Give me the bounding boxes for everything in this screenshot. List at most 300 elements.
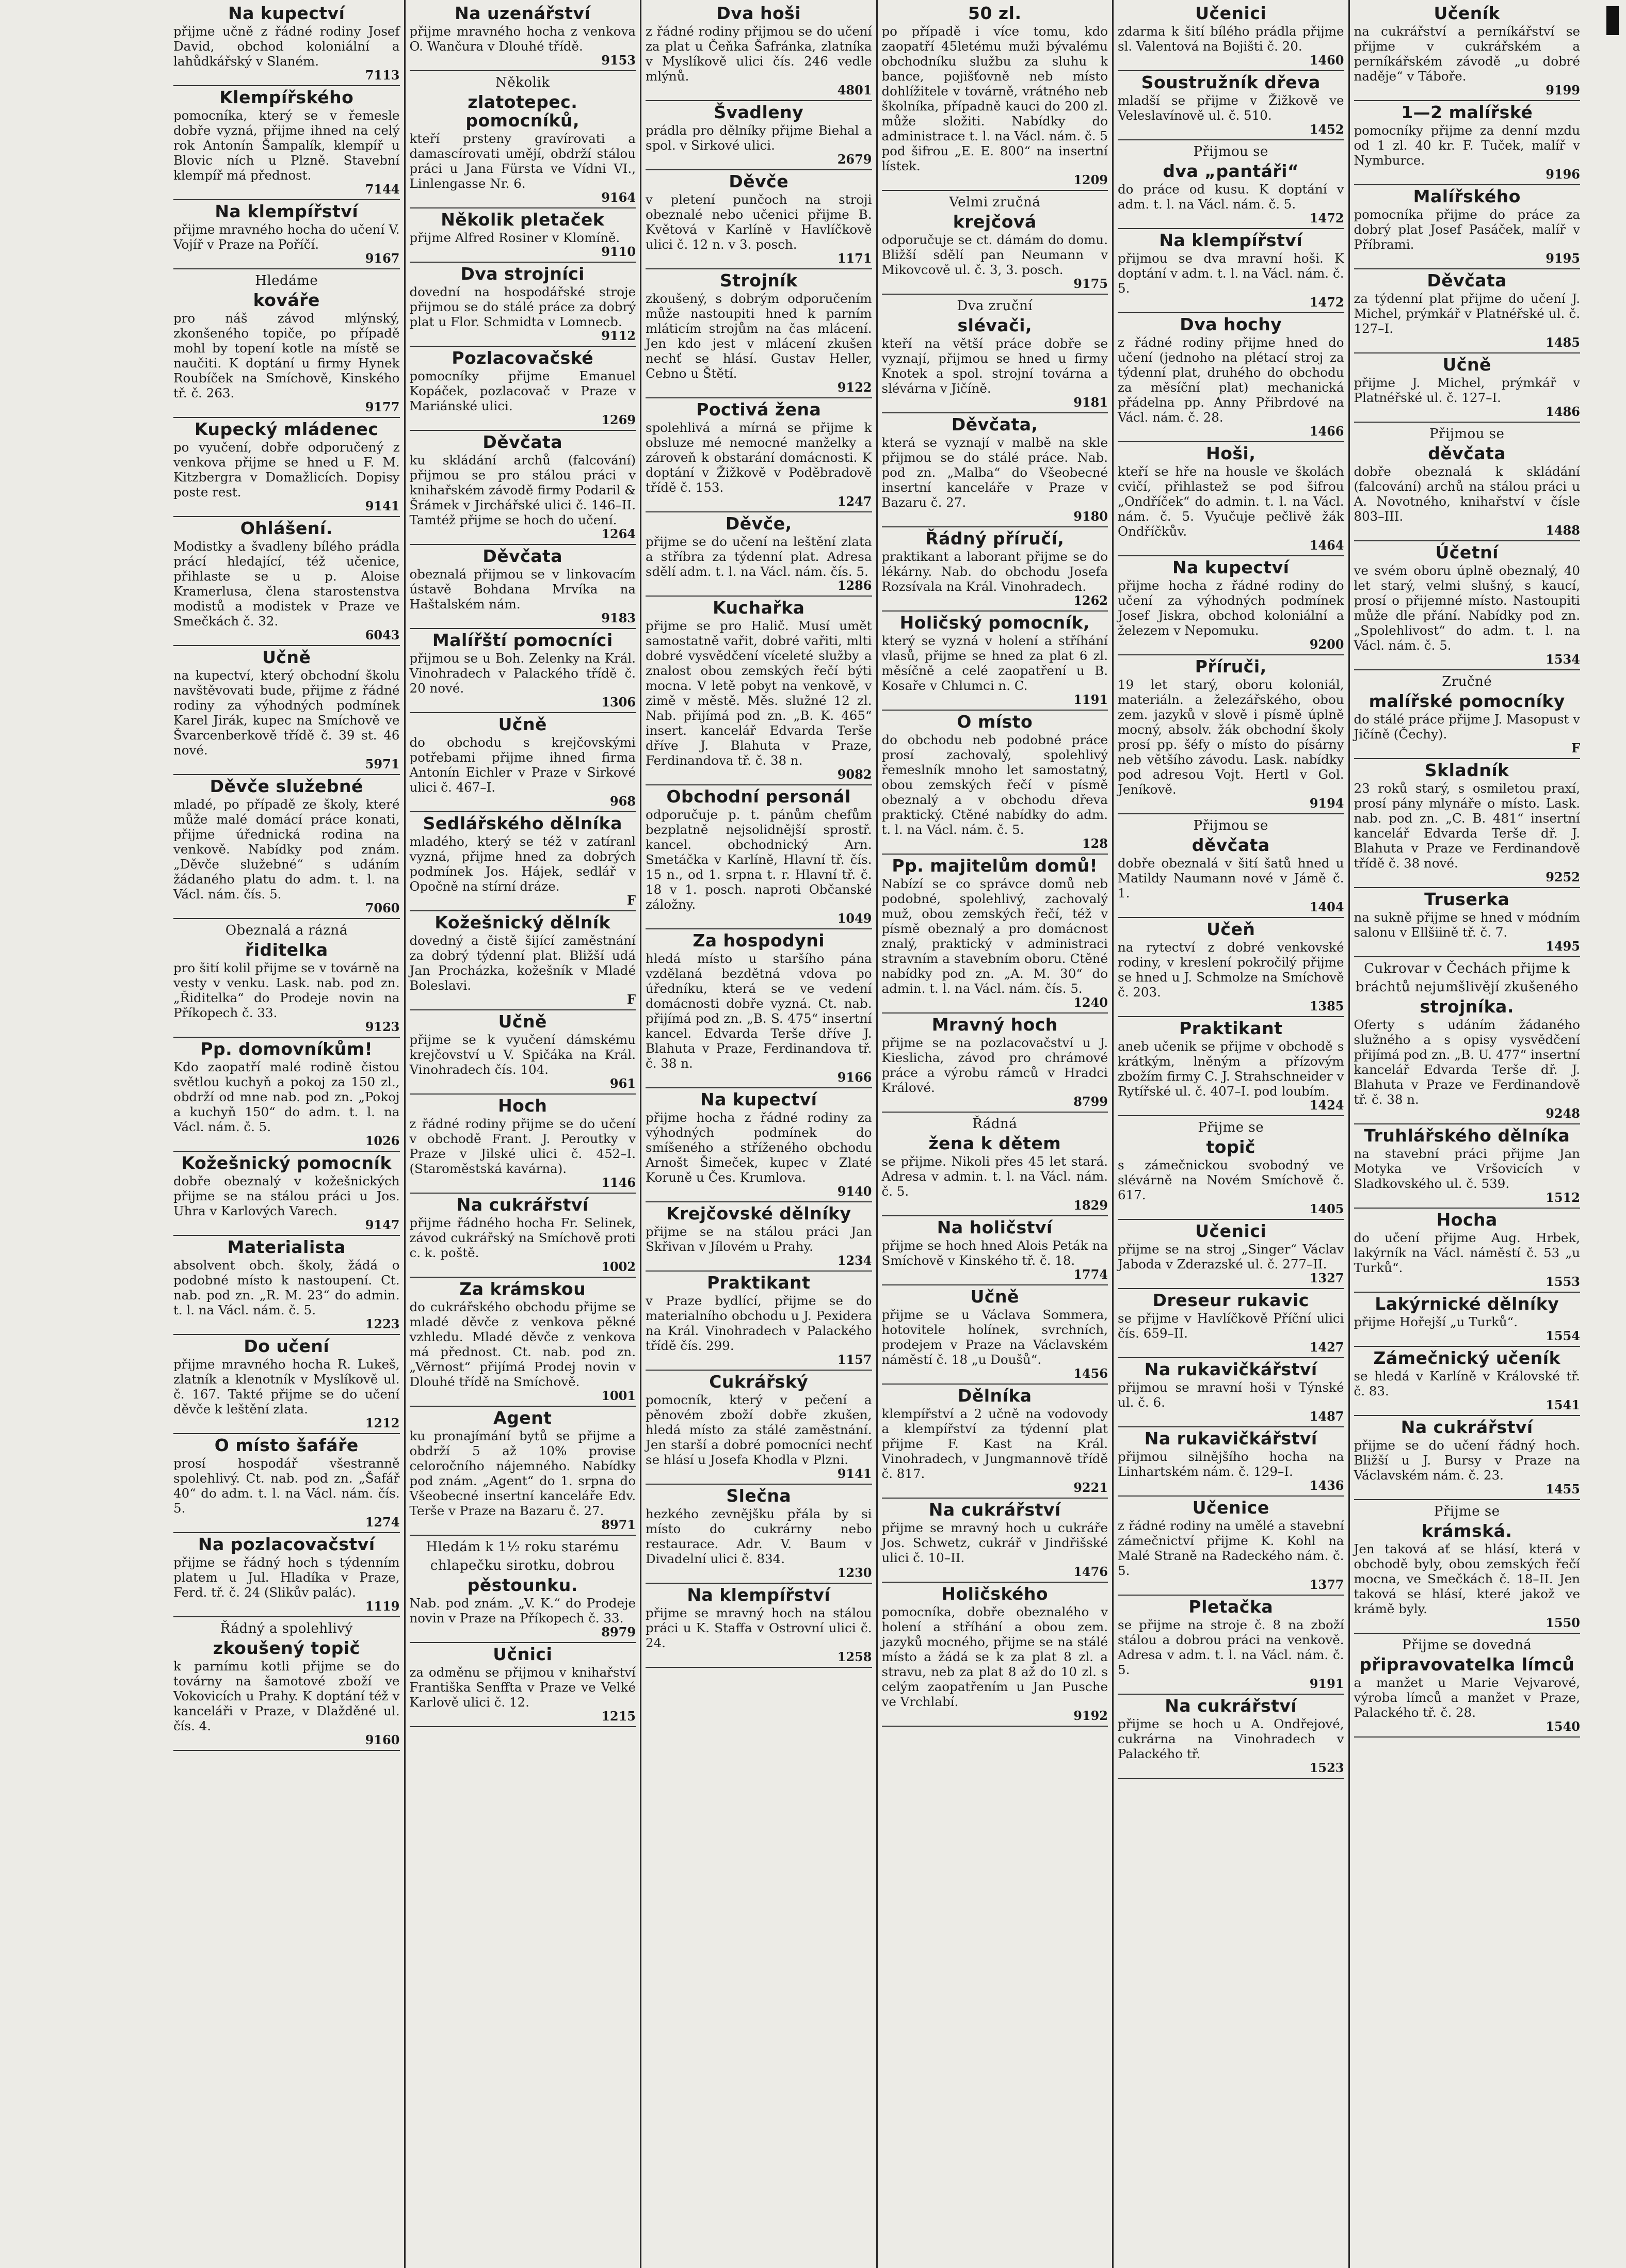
classified-ad [882,192,1108,295]
ad-heading: Na rukavičkářství [1144,1428,1317,1449]
ad-text: do obchodu neb podobné práce prosí zachovalý, spolehlivý řemeslník mnoho let samostatný, obou zemských řečí v písmě obeznalý a v obchodu dřeva praktický. Ctěné nabídky do adm. t. l. na Václ. nám. č. 5. [881,732,1108,837]
ad-code: 9153 [601,53,636,68]
ad-text: přijmou se mravní hoši v Týnské ul. č. 6. [1118,1380,1344,1410]
ad-text: z řádné rodiny přijme se do učení v obchodě Frant. J. Peroutky v Praze v Jilské ulici č. 452–I. (Staroměstská kavárna). [409,1116,636,1176]
ad-text: spolehlivá a mírná se přijme k obsluze mé nemocné manželky a zároveň k obstarání domácnosti. K doptání v Žižkově v Poděbradově třídě č. 153. [646,420,872,495]
ad-text: na kupectví, který obchodní školu navštěvovati bude, přijme z řádné rodiny za výhodných podmínek Karel Jirák, kupec na Smíchově ve Švarcenberkově třídě č. 39 st. 46 nové. [173,668,400,758]
ad-text: do učení přijme Aug. Hrbek, lakýrník na Václ. náměstí č. 53 „u Turků“. [1354,1230,1580,1275]
ad-code: 1247 [837,494,872,509]
ad-code: 1774 [1073,1267,1108,1282]
ad-heading: malířské pomocníky [1369,691,1565,711]
ad-code: 1171 [837,251,872,266]
ad-text: v pletení punčoch na stroji obeznalé nebo učenici přijme B. Květová v Karlíně v Havlíčkově ulici č. 12 n. v 3. posch. [646,192,872,252]
classified-ad [410,1011,636,1095]
ad-code: 9110 [601,244,636,259]
classified-ad [173,87,400,200]
ad-heading: Děvčata [1427,270,1507,291]
ad-text: praktikant a laborant přijme se do lékárny. Nab. do obchodu Josefa Rozsívala na Král. Vinohradech. [881,549,1108,594]
ad-heading: Holičského [941,1584,1049,1604]
ad-code: 1512 [1545,1190,1580,1205]
classified-ad [1118,72,1344,140]
ad-heading: Za krámskou [459,1279,586,1299]
ad-code: 1436 [1309,1478,1344,1493]
ad-code: 1306 [601,695,636,710]
classified-ad [646,171,872,269]
classified-ad [646,1273,872,1371]
column-3 [640,0,876,2268]
classified-ad [173,647,400,775]
ad-heading: dva „pantáři“ [1163,161,1299,181]
ad-text: na rytectví z dobré venkovské rodiny, v kreslení pokročilý přijme se hned u J. Schmolze na Smíchově č. 203. [1118,940,1344,1000]
ad-heading: Ohlášení. [240,518,333,538]
ad-code: 968 [609,794,636,809]
classified-ad [173,1237,400,1335]
ad-code: 1258 [837,1649,872,1664]
ad-code: 1466 [1309,424,1344,439]
classified-ad [173,3,400,86]
ad-code: 9122 [837,380,872,395]
ad-prefix: Zručné [1442,674,1492,689]
ad-code: 1427 [1309,1340,1344,1355]
ad-code: 1464 [1309,538,1344,553]
classified-ad [1354,3,1581,101]
ad-code: 1460 [1309,53,1344,68]
classified-ad [173,1336,400,1434]
ad-text: aneb učenik se přijme v obchodě s krátkým, lněným a přízovým zbožím firmy C. J. Strahschneider v Rytířské ul. č. 407–I. pod loubím. [1118,1039,1344,1099]
ad-code: 9166 [837,1070,872,1085]
ad-text: na cukrářství a perníkářství se přijme v cukrářském a perníkářském závodě „u dobré naděje“ v Táboře. [1354,24,1580,84]
classified-ad [1118,141,1344,229]
ad-code: 1486 [1545,404,1580,419]
ad-code: 7060 [365,900,400,915]
ad-text: Modistky a švadleny bílého prádla prácí hledající, též učenice, přihlaste se u p. Aloise Kramerlusa, člena starostenstva modistů a modistek v Praze ve Smečkách č. 32. [173,539,400,629]
classified-ad [646,1486,872,1584]
ad-text: pro šití kolil přijme se v továrně na vesty v venku. Lask. nab. pod zn. „Řiditelka“ do Prodeje novin na Příkopech č. 33. [173,960,400,1020]
scan-edge-mark [1606,6,1619,35]
ad-code: 1385 [1309,999,1344,1014]
ad-heading: Kožešnický dělník [434,912,611,932]
ad-heading: Učně [498,1011,547,1032]
ad-heading: Na kupectví [700,1089,817,1109]
ad-text: přijme hocha z řádné rodiny za výhodných podmínek do smíšeného a stříženého obchodu Arnošt Šimeček, kupec v Zlaté Koruně u Čes. Krumlova. [646,1110,872,1185]
ad-prefix: Přijmou se [1193,818,1268,833]
ad-heading: Na cukrářství [1165,1696,1297,1716]
ad-code: 1212 [365,1416,400,1430]
ad-code: 9141 [365,498,400,513]
ad-code: 9177 [365,399,400,414]
ad-prefix: Dva zruční [957,298,1033,314]
classified-ad [410,546,636,629]
classified-ad [173,201,400,269]
classified-ad [1118,1696,1344,1779]
ad-heading: Na cukrářství [928,1500,1061,1520]
ad-heading: děvčata [1428,443,1506,463]
ad-text: kteří prsteny gravírovati a damascírovati umějí, obdrží stálou práci u Jana Fürsta ve Vídni VI., Linlengasse Nr. 6. [409,131,636,191]
classified-ad [646,513,872,597]
ad-text: přijme mravného hocha R. Lukeš, zlatník a klenotník v Myslíkově ul. č. 167. Takté přijme se do učení děvče k leštění zlata. [173,1357,400,1417]
ad-text: z řádné rodiny na umělé a stavební zámečnictví přijme K. Kohl na Malé Straně na Radeckého nám. č. 5. [1118,1518,1344,1578]
ad-heading: Děvčata [482,546,563,566]
classified-ad [1118,3,1344,71]
ad-text: zdarma k šití bílého prádla přijme sl. Valentová na Bojišti č. 20. [1118,24,1344,54]
ad-heading: pěstounku. [467,1575,578,1595]
ad-code: 1026 [365,1133,400,1148]
ad-heading: Pp. domovníkům! [200,1039,373,1059]
classified-ad [410,72,636,208]
classified-ad [1354,102,1581,185]
ad-text: Nab. pod znám. „V. K.“ do Prodeje novin v Praze na Příkopech č. 33. [409,1596,636,1626]
ad-text: kteří na větší práce dobře se vyznají, přijmou se hned u firmy Knotek a spol. strojní továrna a slévárna v Jičíně. [881,336,1108,396]
ad-text: Nabízí se co správce domů neb podobné, spolehlivý, zachovalý muž, obou zemských řečí, též v písmě obeznalý a pro domácnost znalý, praktický v administraci stravním a stavebním oboru. Ctěné nabídky pod zn. „A. M. 30“ do admin. t. l. na Václ. nám. čís. 5. [881,876,1108,996]
ad-text: 23 roků starý, s osmiletou praxí, prosí pány mlynáře o místo. Lask. nab. pod zn. „C. B. 481“ insertní kancelář Edvarda Terše dř. J. Blahuta v Praze ve Ferdinandově třídě č. 38 nové. [1354,781,1580,871]
ad-text: přijme se k vyučení dámskému krejčovství u V. Spičáka na Král. Vinohradech čís. 104. [409,1032,636,1077]
ad-prefix: Hledáme [255,273,318,288]
ad-heading: Pozlacovačské [452,348,594,368]
classified-ad [646,1372,872,1485]
ad-code: 8979 [601,1624,636,1639]
ad-code: 1495 [1545,939,1580,954]
ad-heading: Kožešnický pomocník [181,1153,392,1173]
classified-ad [882,1584,1108,1727]
ad-code: 1327 [1309,1270,1344,1285]
ad-prefix: Hledám k 1½ roku starému chlapečku sirotku, dobrou [426,1539,620,1573]
ad-text: přijme se řádný hoch s týdenním platem u Jul. Hladíka v Praze, Ferd. tř. č. 24 (Slikův palác). [173,1555,400,1600]
classified-ad [1118,1428,1344,1497]
classified-ad [410,630,636,713]
ad-text: a manžet u Marie Vejvarové, výroba límců a manžet v Praze, Palackého tř. č. 28. [1354,1675,1580,1720]
column-2 [404,0,640,2268]
ad-text: mladého, který se též v zatíranl vyzná, přijme hned za dobrých podmínek Jos. Hájek, sedlář v Opočně na stírní dráze. [409,834,636,894]
ad-code: 1523 [1309,1760,1344,1775]
classified-ad [173,1534,400,1617]
ad-heading: Účetní [1435,542,1499,562]
ad-heading: Učenici [1195,3,1267,23]
ad-heading: Na kupectví [228,3,345,23]
classified-ad [882,3,1108,191]
ad-text: se přijme. Nikoli přes 45 let stará. Adresa v admin. t. l. na Václ. nám. č. 5. [881,1154,1108,1199]
classified-ad [1118,557,1344,655]
classified-ad [882,528,1108,612]
ad-code: 1157 [837,1352,872,1367]
ad-text: prosí hospodář všestranně spolehlivý. Ct. nab. pod zn. „Šafář 40“ do adm. t. l. na Václ. nám. čís. 5. [173,1456,400,1516]
ad-heading: Strojník [719,270,798,291]
ad-heading: Hoši, [1206,443,1256,463]
ad-heading: krámská. [1422,1521,1512,1541]
ad-text: v Praze bydlící, přijme se do materialního obchodu u J. Pexidera na Král. Vinohradech v Palackého třídě čís. 299. [646,1293,872,1353]
ad-code: 1534 [1545,652,1580,667]
ad-prefix: Přijme se dovedná [1402,1637,1532,1653]
ad-text: za odměnu se přijmou v knihařství Františka Senffta v Praze ve Velké Karlově ulici č. 12. [409,1665,636,1710]
ad-text: pomocníka, který se v řemesle dobře vyzná, přijme ihned na celý rok Antonín Šampalík, klempíř u Blovic ních u Plzně. Stavební klempíř má přednost. [173,108,400,183]
ad-heading: krejčová [953,212,1037,232]
ad-heading: zlatotepec. pomocníků, [465,92,580,131]
ad-code: 1049 [837,911,872,926]
ad-text: se přijme v Havlíčkově Příční ulici čís. 659–II. [1118,1311,1344,1341]
ad-heading: Sedlářského dělníka [423,813,622,833]
classified-ad [173,518,400,646]
ad-text: pro náš závod mlýnský, zkonšeného topiče, po případě mohl by topení kotle na místě se naučiti. K doptání u firmy Hynek Roubíček na Smíchově, Kinského tř. č. 263. [173,311,400,400]
ad-code: 9112 [601,328,636,343]
classified-ad [646,1585,872,1668]
ad-heading: O místo šafáře [214,1435,359,1455]
ad-code: 9175 [1073,276,1108,291]
ad-heading: strojníka. [1420,996,1514,1017]
ad-text: s zámečnickou svobodný ve slévárně na Novém Smíchově č. 617. [1118,1157,1344,1202]
ad-heading: Děvčata [482,432,563,452]
ad-code: 1215 [601,1709,636,1724]
ad-text: která se vyznají v malbě na skle přijmou se do stálé práce. Nab. pod zn. „Malba“ do Všeobecné insertní kanceláře v Praze v Bazaru č. 27. [881,435,1108,510]
classified-ad [1118,314,1344,442]
ad-code: 9082 [837,767,872,782]
ad-text: přijme se pro Halič. Musí umět samostatně vařit, dobré vařiti, mlti dobré vysvědčení víceleté služby a znalost obou zemských řečí býti mocna. V letě pobyt na venkově, v zimě v městě. Měs. služné 12 zl. Nab. přijímá pod zn. „B. K. 465“ insert. kancelář Edvarda Terše dříve J. Blahuta v Praze, Ferdinandova tř. č. 38 n. [646,618,872,768]
classified-ad [1354,1417,1581,1500]
ad-code: 9192 [1073,1708,1108,1723]
ad-code: 9123 [365,1019,400,1034]
ad-text: do cukrářského obchodu přijme se mladé děvče z venkova pěkné vzhledu. Mladé děvče z venkova má přednost. Ct. nab. pod zn. „Věrnost“ přijímá Prodej novin v Dlouhé třídě na Smíchově. [409,1299,636,1389]
ad-text: přijme se mravný hoch u cukráře Jos. Schwetz, cukrář v Jindřišské ulici č. 10–II. [881,1520,1108,1565]
classified-ad [646,786,872,929]
ad-heading: Dva hochy [1180,314,1282,334]
ad-heading: Truhlářského dělníka [1364,1125,1570,1146]
ad-heading: Cukrářský [709,1372,809,1392]
ad-heading: Učně [1442,355,1491,375]
ad-code: 1240 [1073,995,1108,1010]
ad-text: absolvent obch. školy, žádá o podobné místo k nastoupení. Ct. nab. pod zn. „R. M. 23“ do admin. t. l. na Václ. nám. č. 5. [173,1258,400,1317]
ad-code: 1404 [1309,899,1344,914]
ad-heading: Hoch [498,1096,548,1116]
ad-heading: Agent [493,1408,552,1428]
classified-ad [1118,815,1344,918]
ad-text: přijme se hoch u A. Ondřejové, cukrárna na Vinohradech v Palackého tř. [1118,1716,1344,1761]
ad-heading: Příruči, [1195,656,1267,677]
ad-text: mladší se přijme v Žižkově ve Veleslavínově ul. č. 510. [1118,93,1344,123]
ad-code: 9195 [1545,251,1580,266]
ad-code: 9199 [1545,83,1580,98]
classified-ad [882,613,1108,711]
ad-text: přijmou se dva mravní hoši. K doptání v adm. t. l. na Václ. nám. č. 5. [1118,251,1344,296]
ad-heading: Na pozlacovačství [198,1534,375,1554]
ad-heading: Učnici [493,1644,553,1664]
classified-ad [1354,671,1581,759]
ad-code: 7144 [365,182,400,197]
ad-heading: Dva strojníci [460,264,585,284]
ad-heading: Na cukrářství [456,1195,589,1215]
ad-code: 1553 [1545,1274,1580,1289]
classified-ad [410,1279,636,1407]
ad-heading: Učeň [1206,919,1255,939]
ad-code: 2679 [837,152,872,167]
ad-text: se hledá v Karlíně v Královské tř. č. 83. [1354,1369,1580,1398]
classified-ad [410,714,636,812]
ad-heading: Poctivá žena [696,399,822,420]
ad-text: pomocník, který v pečení a pěnovém zboží dobře zkušen, hledá místo za stálé zaměstnání. Jen starší a dobré pomocníci nechť se hlásí u Josefa Khodla v Plzni. [646,1392,872,1467]
ad-text: kteří se hře na housle ve školách cvičí, přihlastež se pod šifrou „Ondříček“ do admin. t. l. na Václ. nám. č. 5. Vyučuje pečlivě žák Ondříčkův. [1118,464,1344,539]
ad-heading: Do učení [244,1336,330,1356]
ad-text: který se vyzná v holení a stříhání vlasů, přijme se hned za plat 6 zl. měsíčně a celé zaopatření u B. Kosaře v Chlumci n. C. [881,633,1108,693]
ad-code: 9248 [1545,1106,1580,1121]
ad-text: odporučuje p. t. pánům chefům bezplatně nejsolidnější sprostř. kancel. obchodnický Arn. Smetáčka v Karlíně, Hlavní tř. čís. 15 n., od 1. srpna t. r. Hlavní tř. č. 18 v 1. posch. naproti Občanské záložny. [646,807,872,912]
classified-ad [1354,1210,1581,1293]
ad-text: odporučuje se ct. dámám do domu. Bližší sdělí pan Neumann v Mikovcově ul. č. 3, 3. posch. [881,232,1108,277]
ad-text: přijme se mravný hoch na stálou práci u K. Staffa v Ostrovní ulici č. 24. [646,1605,872,1650]
ad-heading: Na uzenářství [455,3,591,23]
ad-text: do obchodu s krejčovskými potřebami přijme ihned firma Antonín Eichler v Praze v Sirkové ulici č. 467–I. [409,735,636,795]
classified-ad [1118,443,1344,556]
ad-prefix: Velmi zručná [949,195,1041,210]
ad-heading: Slečna [726,1486,792,1506]
classified-columns [169,0,1584,2268]
ad-heading: Na rukavičkářství [1144,1359,1317,1379]
ad-code: 1209 [1073,172,1108,187]
ad-heading: Obchodní personál [666,786,851,807]
ad-code: 8971 [601,1517,636,1532]
classified-ad [1118,1359,1344,1427]
ad-text: obeznalá přijmou se v linkovacím ústavě Bohdana Mrvíka na Haštalském nám. [409,567,636,612]
ad-heading: Učenice [1192,1498,1269,1518]
classified-ad [410,1537,636,1643]
ad-text: přijme se na stroj „Singer“ Václav Jaboda v Zderazské ul. č. 277–II. [1118,1242,1344,1272]
ad-code: 1554 [1545,1328,1580,1343]
ad-prefix: Cukrovar v Čechách přijme k bráchtů nejumšlivějí zkušeného [1355,961,1579,995]
ad-code: 1472 [1309,211,1344,226]
classified-ad [410,432,636,545]
ad-code: 1264 [601,526,636,541]
ad-heading: Děvčata, [951,414,1038,435]
ad-code: 1476 [1073,1564,1108,1579]
column-4 [876,0,1113,2268]
ad-prefix: Řádná [972,1116,1018,1132]
ad-text: Oferty s udáním žádaného služného a s opisy vysvědčení přijímá pod zn. „B. U. 477“ insertní kancelář Edvarda Terše dř. J. Blahuta v Praze ve Ferdinandově tř. č. 38 n. [1354,1017,1580,1107]
ad-heading: kováře [253,290,320,310]
ad-prefix: Několik [495,75,550,90]
classified-ad [410,813,636,911]
ad-text: Kdo zaopatří malé rodině čistou světlou kuchyň a pokoj za 150 zl., obdrží od mne nab. pod zn. „Pokoj a kuchyň 150“ do adm. t. l. na Václ. nám. č. 5. [173,1059,400,1134]
ad-code: 9183 [601,610,636,625]
ad-prefix: Přijme se [1198,1120,1264,1135]
ad-code: 1377 [1309,1577,1344,1592]
ad-heading: Truserka [1424,889,1510,909]
ad-code: 9167 [365,251,400,266]
ad-text: dovední na hospodářské stroje přijmou se do stálé práce za dobrý plat u Flor. Schmidta v Lomnecb. [409,284,636,329]
ad-heading: Učně [970,1286,1019,1307]
ad-code: 9160 [365,1732,400,1747]
classified-ad [1354,1294,1581,1347]
ad-code: 1146 [601,1175,636,1190]
ad-code: 9196 [1545,167,1580,182]
ad-heading: Učně [262,647,311,667]
ad-code: 961 [609,1076,636,1091]
ad-code: 1002 [601,1259,636,1274]
ad-text: po vyučení, dobře odporučený z venkova přijme se hned u F. M. Kitzbergra v Domažlicích. Dopisy poste rest. [173,440,400,500]
ad-code: 1405 [1309,1201,1344,1216]
classified-ad [410,348,636,431]
ad-heading: Holičský pomocník, [899,613,1090,633]
classified-ad [173,1153,400,1236]
ad-text: klempířství a 2 učně na vodovody a klempířství za týdenní plat přijme F. Kast na Král. Vinohradech, v Jungmannově třídě č. 817. [881,1406,1108,1481]
ad-code: 9252 [1545,870,1580,884]
ad-heading: Praktikant [707,1273,811,1293]
classified-ad [410,210,636,263]
ad-heading: Několik pletaček [441,210,605,230]
classified-ad [1354,355,1581,423]
ad-text: přijme se do učení na leštění zlata a stříbra za týdenní plat. Adresa sdělí adm. t. l. na Václ. nám. čís. 5. [646,534,872,579]
ad-text: přijme hocha z řádné rodiny do učení za výhodných podmínek Josef Jiskra, obchod koloniální a železem v Nepomuku. [1118,578,1344,638]
classified-ad [410,1195,636,1278]
ad-code: F [626,992,636,1007]
ad-heading: Na cukrářství [1400,1417,1533,1437]
classified-ad [173,1618,400,1751]
classified-ad [646,399,872,512]
ad-heading: zkoušený topič [213,1638,360,1658]
ad-code: F [626,893,636,908]
ad-heading: Kupecký mládenec [195,419,379,439]
ad-text: dobře obeznalá v šití šatů hned u Matildy Naumann nové v Jámě č. 1. [1118,856,1344,900]
ad-code: 4801 [837,83,872,98]
ad-heading: Děvče [729,171,789,191]
ad-text: přijme učně z řádné rodiny Josef David, obchod koloniální a lahůdkářský v Slaném. [173,24,400,69]
ad-heading: 50 zl. [968,3,1022,23]
ad-code: 1274 [365,1515,400,1530]
ad-heading: připravovatelka límců [1359,1654,1575,1675]
ad-code: 6043 [365,628,400,642]
ad-code: 128 [1082,836,1108,851]
classified-ad [173,1435,400,1533]
ad-code: 8799 [1073,1094,1108,1109]
ad-heading: Za hospodyni [693,930,825,951]
ad-heading: Učně [498,714,547,734]
column-6 [1348,0,1585,2268]
classified-ad [173,1039,400,1152]
ad-text: zkoušený, s dobrým odporučením může nastoupiti hned k parním mláticím strojům na čas mlácení. Jen kdo jest v mlácení zkušen nechť se hlásí. Gustav Heller, Cebno u Štětí. [646,291,872,381]
ad-heading: Skladník [1424,760,1509,780]
classified-ad [1354,1501,1581,1634]
ad-text: na sukně přijme se hned v módním salonu v Ellšiině tř. č. 7. [1354,910,1580,940]
classified-ad [882,1286,1108,1385]
ad-code: 9140 [837,1184,872,1199]
classified-ad [410,1644,636,1727]
ad-heading: Dělníka [957,1386,1032,1406]
ad-heading: Na kupectví [1172,557,1290,577]
ad-text: dovedný a čistě šijící zaměstnání za dobrý týdenní plat. Bližší udá Jan Procházka, kožešník v Mladé Boleslavi. [409,933,636,993]
classified-ad [1118,1221,1344,1289]
ad-heading: 1—2 malířské [1401,102,1533,122]
ad-text: dobře obeznalá k skládání (falcování) archů na stálou práci u A. Novotného, knihařství v čísle 803–III. [1354,464,1580,524]
ad-text: ku skládání archů (falcování) přijmou se pro stálou práci v knihařském závodě firmy Podaril & Šrámek v Jirchářské ulici č. 146–II. Tamtéž přijme se hoch do učení. [409,453,636,527]
classified-ad [1118,1018,1344,1116]
ad-heading: řiditelka [245,940,328,960]
classified-ad [1118,1117,1344,1220]
classified-ad [882,414,1108,527]
ad-code: 1550 [1545,1615,1580,1630]
classified-ad [410,264,636,347]
ad-text: z řádné rodiny přijmou se do učení za plat u Čeňka Šafránka, zlatníka v Myslíkově ulici čís. 246 vedle mlýnů. [646,24,872,84]
ad-code: 9147 [365,1217,400,1232]
ad-code: 7113 [365,68,400,83]
classified-ad [882,856,1108,1014]
ad-code: 9164 [601,190,636,205]
classified-ad [1118,656,1344,814]
ad-code: 9191 [1309,1676,1344,1691]
classified-ad [1118,1597,1344,1695]
ad-text: se přijme na stroje č. 8 na zboží stálou a dobrou práci na venkově. Adresa v adm. t. l. na Václ. nám. č. 5. [1118,1617,1344,1677]
ad-code: F [1571,741,1580,755]
ad-code: 1424 [1309,1098,1344,1113]
classified-ad [1354,1348,1581,1416]
classified-ad [1118,919,1344,1017]
ad-code: 9141 [837,1466,872,1481]
ad-code: 1286 [837,578,872,593]
ad-heading: Klempířského [219,87,354,107]
